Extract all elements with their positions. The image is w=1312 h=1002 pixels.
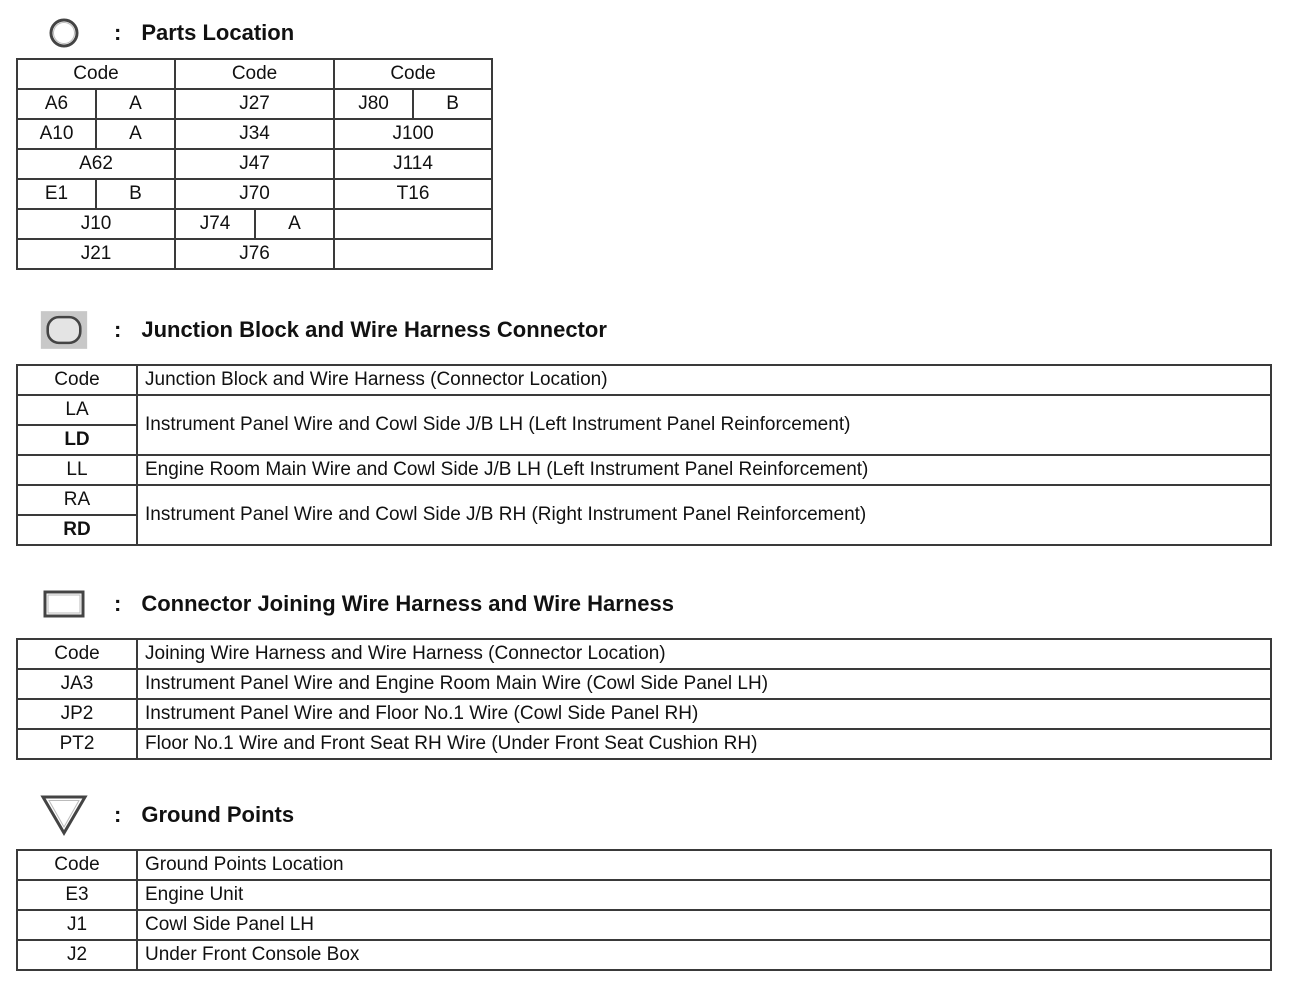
table-header-row [17, 850, 1271, 880]
table-header-row [17, 639, 1271, 669]
section-colon: : [114, 317, 122, 342]
connector-code: JP2 [17, 699, 137, 729]
connector-code: RD [17, 515, 137, 545]
empty-cell [334, 239, 492, 269]
part-code: J100 [334, 119, 492, 149]
part-location-letter: A [96, 119, 175, 149]
circle-icon [40, 15, 88, 51]
section-colon: : [114, 802, 122, 827]
table-row [17, 485, 1271, 515]
junction-block-table [16, 364, 1272, 546]
column-header-code: Code [17, 365, 137, 395]
part-code: J21 [17, 239, 175, 269]
ground-code: J1 [17, 910, 137, 940]
ground-code: J2 [17, 940, 137, 970]
parts-location-header [40, 15, 294, 51]
table-row [17, 880, 1271, 910]
connector-description: Engine Room Main Wire and Cowl Side J/B LH (Left Instrument Panel Reinforcement) [137, 455, 1271, 485]
part-code: T16 [334, 179, 492, 209]
column-header-description: Junction Block and Wire Harness (Connector Location) [137, 365, 1271, 395]
column-header: Code [334, 59, 492, 89]
column-header-code: Code [17, 639, 137, 669]
rectangle-icon [40, 586, 88, 622]
connector-description: Instrument Panel Wire and Cowl Side J/B RH (Right Instrument Panel Reinforcement) [137, 485, 1271, 545]
table-row [17, 119, 492, 149]
connector-code: PT2 [17, 729, 137, 759]
empty-cell [334, 209, 492, 239]
part-code: E1 [17, 179, 96, 209]
part-location-letter: A [255, 209, 334, 239]
connector-description: Instrument Panel Wire and Cowl Side J/B LH (Left Instrument Panel Reinforcement) [137, 395, 1271, 455]
column-header-code: Code [17, 850, 137, 880]
connector-code: LL [17, 455, 137, 485]
table-row [17, 729, 1271, 759]
part-code: J80 [334, 89, 413, 119]
part-code: J47 [175, 149, 334, 179]
part-code: J27 [175, 89, 334, 119]
table-row [17, 239, 492, 269]
column-header-description: Ground Points Location [137, 850, 1271, 880]
connector-description: Instrument Panel Wire and Floor No.1 Wire (Cowl Side Panel RH) [137, 699, 1271, 729]
ground-points-header [40, 797, 294, 833]
table-row [17, 395, 1271, 425]
connector-joining-header [40, 586, 674, 622]
section-colon: : [114, 591, 122, 616]
column-header: Code [17, 59, 175, 89]
part-code: J10 [17, 209, 175, 239]
table-row [17, 455, 1271, 485]
connector-description: Floor No.1 Wire and Front Seat RH Wire (Under Front Seat Cushion RH) [137, 729, 1271, 759]
connector-code: JA3 [17, 669, 137, 699]
section-title: Connector Joining Wire Harness and Wire Harness [141, 591, 674, 616]
table-header-row [17, 59, 492, 89]
table-row [17, 179, 492, 209]
parts-location-table [16, 58, 493, 270]
connector-code: LA [17, 395, 137, 425]
ground-location: Cowl Side Panel LH [137, 910, 1271, 940]
column-header: Code [175, 59, 334, 89]
table-row [17, 940, 1271, 970]
part-code: J76 [175, 239, 334, 269]
part-location-letter: B [413, 89, 492, 119]
ground-points-table [16, 849, 1272, 971]
section-title: Junction Block and Wire Harness Connector [141, 317, 607, 342]
part-code: A6 [17, 89, 96, 119]
table-row [17, 669, 1271, 699]
section-title: Parts Location [141, 20, 295, 45]
ground-location: Engine Unit [137, 880, 1271, 910]
part-code: A10 [17, 119, 96, 149]
table-row [17, 89, 492, 119]
junction-block-header [40, 312, 607, 348]
section-colon: : [114, 20, 122, 45]
ground-location: Under Front Console Box [137, 940, 1271, 970]
down-triangle-icon [40, 797, 88, 833]
table-row [17, 209, 492, 239]
part-code: J114 [334, 149, 492, 179]
part-code: J34 [175, 119, 334, 149]
connector-joining-table [16, 638, 1272, 760]
table-row [17, 699, 1271, 729]
table-header-row [17, 365, 1271, 395]
connector-code: LD [17, 425, 137, 455]
connector-description: Instrument Panel Wire and Engine Room Main Wire (Cowl Side Panel LH) [137, 669, 1271, 699]
part-code: J74 [175, 209, 255, 239]
connector-code: RA [17, 485, 137, 515]
part-code: J70 [175, 179, 334, 209]
table-row [17, 910, 1271, 940]
rounded-rectangle-shaded-icon [40, 312, 88, 348]
ground-code: E3 [17, 880, 137, 910]
table-row [17, 149, 492, 179]
part-code: A62 [17, 149, 175, 179]
section-title: Ground Points [141, 802, 295, 827]
part-location-letter: B [96, 179, 175, 209]
part-location-letter: A [96, 89, 175, 119]
column-header-description: Joining Wire Harness and Wire Harness (Connector Location) [137, 639, 1271, 669]
